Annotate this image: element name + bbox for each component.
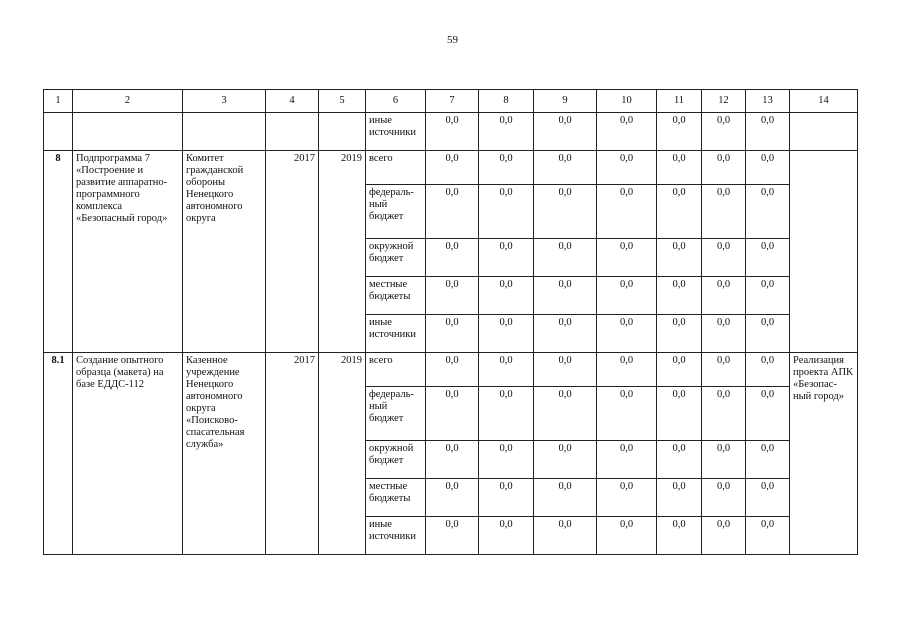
value-cell: 0,0 bbox=[746, 315, 790, 353]
value-cell: 0,0 bbox=[479, 353, 534, 387]
value-cell: 0,0 bbox=[702, 479, 746, 517]
program-name-cell: Подпрограмма 7 «Построение и развитие аппаратно-программного комплекса «Безопасный город» bbox=[73, 151, 183, 353]
value-cell: 0,0 bbox=[657, 113, 702, 151]
value-cell: 0,0 bbox=[534, 239, 597, 277]
value-cell: 0,0 bbox=[702, 353, 746, 387]
value-cell: 0,0 bbox=[534, 517, 597, 555]
value-cell: 0,0 bbox=[597, 353, 657, 387]
column-header: 2 bbox=[73, 90, 183, 113]
value-cell: 0,0 bbox=[746, 239, 790, 277]
value-cell: 0,0 bbox=[746, 185, 790, 239]
value-cell: 0,0 bbox=[657, 479, 702, 517]
empty-cell bbox=[183, 113, 266, 151]
funding-row bbox=[44, 151, 858, 185]
funding-source-cell: иные источники bbox=[366, 315, 426, 353]
value-cell: 0,0 bbox=[657, 441, 702, 479]
value-cell: 0,0 bbox=[702, 113, 746, 151]
value-cell: 0,0 bbox=[657, 353, 702, 387]
funding-source-cell: федераль-ный бюджет bbox=[366, 387, 426, 441]
value-cell: 0,0 bbox=[657, 277, 702, 315]
funding-source-cell: местные бюджеты bbox=[366, 479, 426, 517]
value-cell: 0,0 bbox=[597, 517, 657, 555]
result-cell: Реализация проекта АПК «Безопас-ный город» bbox=[790, 353, 858, 555]
column-header: 5 bbox=[319, 90, 366, 113]
funding-source-cell: иные источники bbox=[366, 517, 426, 555]
value-cell: 0,0 bbox=[426, 185, 479, 239]
page-number: 59 bbox=[447, 34, 458, 46]
executor-cell: Комитет гражданской обороны Ненецкого автономного округа bbox=[183, 151, 266, 353]
column-number-header-row bbox=[44, 90, 858, 113]
column-header: 6 bbox=[366, 90, 426, 113]
empty-cell bbox=[73, 113, 183, 151]
value-cell: 0,0 bbox=[597, 239, 657, 277]
value-cell: 0,0 bbox=[746, 151, 790, 185]
value-cell: 0,0 bbox=[479, 517, 534, 555]
value-cell: 0,0 bbox=[597, 479, 657, 517]
value-cell: 0,0 bbox=[702, 387, 746, 441]
column-header: 4 bbox=[266, 90, 319, 113]
funding-source-cell: окружной бюджет bbox=[366, 239, 426, 277]
value-cell: 0,0 bbox=[479, 277, 534, 315]
column-header: 13 bbox=[746, 90, 790, 113]
value-cell: 0,0 bbox=[534, 315, 597, 353]
column-header: 11 bbox=[657, 90, 702, 113]
column-header: 7 bbox=[426, 90, 479, 113]
value-cell: 0,0 bbox=[597, 387, 657, 441]
value-cell: 0,0 bbox=[426, 113, 479, 151]
funding-source-cell: всего bbox=[366, 353, 426, 387]
value-cell: 0,0 bbox=[657, 315, 702, 353]
value-cell: 0,0 bbox=[597, 185, 657, 239]
column-header: 3 bbox=[183, 90, 266, 113]
value-cell: 0,0 bbox=[746, 277, 790, 315]
value-cell: 0,0 bbox=[479, 113, 534, 151]
value-cell: 0,0 bbox=[702, 185, 746, 239]
value-cell: 0,0 bbox=[597, 277, 657, 315]
value-cell: 0,0 bbox=[746, 387, 790, 441]
column-header: 1 bbox=[44, 90, 73, 113]
funding-source-cell: иные источники bbox=[366, 113, 426, 151]
value-cell: 0,0 bbox=[534, 353, 597, 387]
value-cell: 0,0 bbox=[534, 151, 597, 185]
funding-source-cell: окружной бюджет bbox=[366, 441, 426, 479]
value-cell: 0,0 bbox=[534, 441, 597, 479]
value-cell: 0,0 bbox=[534, 185, 597, 239]
column-header: 14 bbox=[790, 90, 858, 113]
value-cell: 0,0 bbox=[426, 315, 479, 353]
executor-cell: Казенное учреждение Ненецкого автономного округа «Поисково-спасательная служба» bbox=[183, 353, 266, 555]
end-year-cell: 2019 bbox=[319, 353, 366, 555]
value-cell: 0,0 bbox=[479, 479, 534, 517]
funding-row bbox=[44, 353, 858, 387]
carry-over-row bbox=[44, 113, 858, 151]
program-name-cell: Создание опытного образца (макета) на базе ЕДДС-112 bbox=[73, 353, 183, 555]
column-header: 8 bbox=[479, 90, 534, 113]
value-cell: 0,0 bbox=[746, 479, 790, 517]
value-cell: 0,0 bbox=[702, 441, 746, 479]
value-cell: 0,0 bbox=[426, 441, 479, 479]
end-year-cell: 2019 bbox=[319, 151, 366, 353]
start-year-cell: 2017 bbox=[266, 353, 319, 555]
column-header: 10 bbox=[597, 90, 657, 113]
value-cell: 0,0 bbox=[657, 387, 702, 441]
section-number-cell: 8 bbox=[44, 151, 73, 353]
value-cell: 0,0 bbox=[479, 151, 534, 185]
value-cell: 0,0 bbox=[657, 151, 702, 185]
result-cell bbox=[790, 151, 858, 353]
start-year-cell: 2017 bbox=[266, 151, 319, 353]
value-cell: 0,0 bbox=[702, 151, 746, 185]
column-header: 9 bbox=[534, 90, 597, 113]
value-cell: 0,0 bbox=[426, 387, 479, 441]
value-cell: 0,0 bbox=[657, 517, 702, 555]
value-cell: 0,0 bbox=[702, 315, 746, 353]
value-cell: 0,0 bbox=[746, 517, 790, 555]
value-cell: 0,0 bbox=[426, 277, 479, 315]
value-cell: 0,0 bbox=[657, 185, 702, 239]
value-cell: 0,0 bbox=[746, 353, 790, 387]
value-cell: 0,0 bbox=[534, 479, 597, 517]
column-header: 12 bbox=[702, 90, 746, 113]
value-cell: 0,0 bbox=[534, 387, 597, 441]
value-cell: 0,0 bbox=[479, 315, 534, 353]
value-cell: 0,0 bbox=[597, 113, 657, 151]
funding-source-cell: всего bbox=[366, 151, 426, 185]
value-cell: 0,0 bbox=[597, 151, 657, 185]
value-cell: 0,0 bbox=[534, 113, 597, 151]
value-cell: 0,0 bbox=[597, 441, 657, 479]
value-cell: 0,0 bbox=[479, 185, 534, 239]
value-cell: 0,0 bbox=[426, 517, 479, 555]
empty-cell bbox=[266, 113, 319, 151]
value-cell: 0,0 bbox=[702, 239, 746, 277]
empty-cell bbox=[319, 113, 366, 151]
value-cell: 0,0 bbox=[746, 441, 790, 479]
section-number-cell: 8.1 bbox=[44, 353, 73, 555]
value-cell: 0,0 bbox=[702, 517, 746, 555]
value-cell: 0,0 bbox=[426, 353, 479, 387]
value-cell: 0,0 bbox=[426, 151, 479, 185]
value-cell: 0,0 bbox=[479, 239, 534, 277]
value-cell: 0,0 bbox=[597, 315, 657, 353]
program-funding-table bbox=[43, 89, 858, 555]
value-cell: 0,0 bbox=[534, 277, 597, 315]
value-cell: 0,0 bbox=[746, 113, 790, 151]
value-cell: 0,0 bbox=[479, 387, 534, 441]
funding-source-cell: местные бюджеты bbox=[366, 277, 426, 315]
value-cell: 0,0 bbox=[702, 277, 746, 315]
funding-source-cell: федераль-ный бюджет bbox=[366, 185, 426, 239]
table-body bbox=[44, 90, 858, 555]
value-cell: 0,0 bbox=[426, 479, 479, 517]
empty-cell bbox=[44, 113, 73, 151]
value-cell: 0,0 bbox=[657, 239, 702, 277]
value-cell: 0,0 bbox=[426, 239, 479, 277]
empty-cell bbox=[790, 113, 858, 151]
value-cell: 0,0 bbox=[479, 441, 534, 479]
